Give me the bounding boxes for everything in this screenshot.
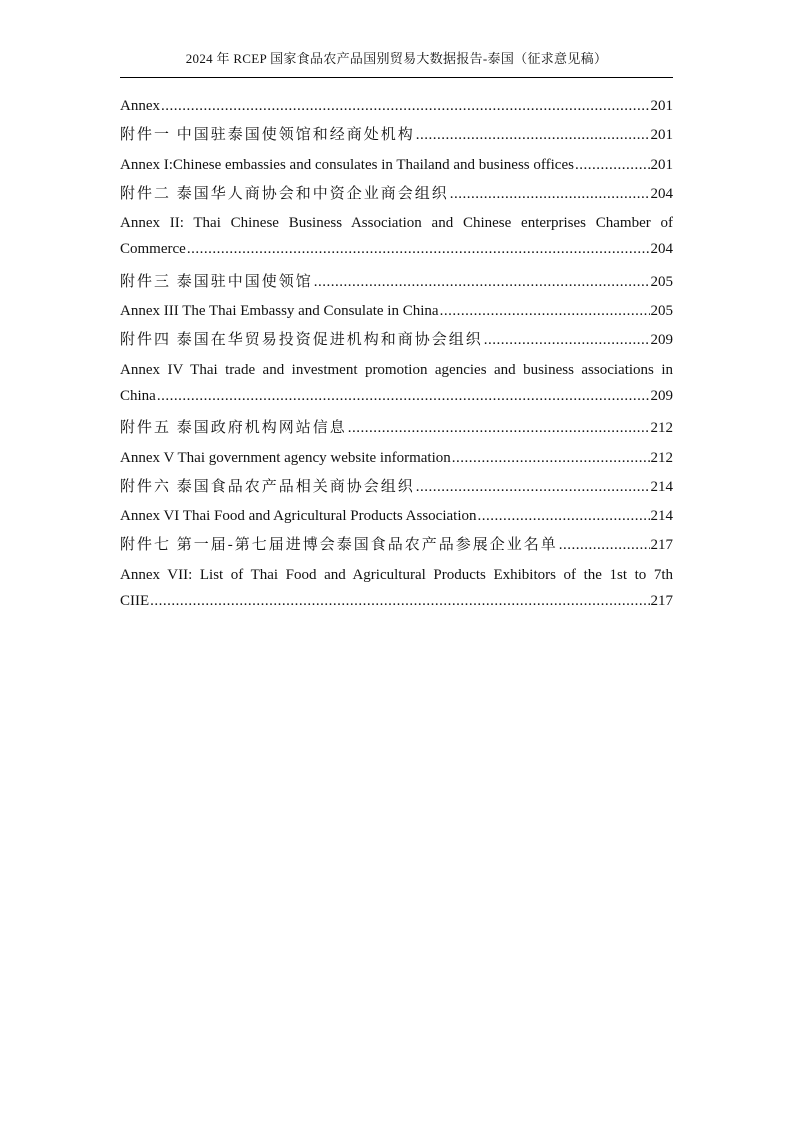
toc-page-number: 212 (650, 449, 673, 466)
dot-leader (416, 121, 650, 150)
toc-entry-text-line1: Annex II: Thai Chinese Business Association and Chinese enterprises Chamber of (120, 215, 673, 232)
toc-entry-text-line2: China (120, 387, 156, 404)
toc-entry-text: Annex III The Thai Embassy and Consulate in China (120, 303, 439, 320)
toc-entry-annex-5-zh[interactable] (120, 414, 673, 443)
toc-entry-annex-1-zh[interactable] (120, 121, 673, 150)
dot-leader (157, 383, 650, 410)
toc-entry-annex-7-en[interactable] (120, 561, 673, 620)
toc-entry-annex-3-zh[interactable] (120, 268, 673, 297)
dot-leader (484, 326, 650, 355)
toc-page-number: 201 (650, 98, 673, 114)
toc-page-number: 217 (650, 593, 673, 610)
toc-entry-text: 附件一 中国驻泰国使领馆和经商处机构 (120, 127, 415, 144)
page-header: 2024 年 RCEP 国家食品农产品国别贸易大数据报告-泰国（征求意见稿） (185, 51, 608, 66)
toc-entry-annex-4-en[interactable] (120, 356, 673, 415)
toc-entry-text: 附件六 泰国食品农产品相关商协会组织 (120, 478, 415, 495)
toc-entry-annex-2-zh[interactable] (120, 180, 673, 209)
toc-entry-text: Annex VI Thai Food and Agricultural Products Association (120, 508, 477, 525)
toc-page-number: 204 (650, 185, 673, 202)
toc-entry-annex-5-en[interactable] (120, 444, 673, 473)
toc-entry-text-line2: CIIE (120, 593, 150, 610)
dot-leader (478, 502, 650, 531)
toc-entry-annex-6-en[interactable] (120, 502, 673, 531)
toc-entry-annex-6-zh[interactable] (120, 473, 673, 502)
toc-entry-text: 附件二 泰国华人商协会和中资企业商会组织 (120, 185, 449, 202)
dot-leader (452, 444, 650, 473)
toc-entry-annex-7-zh[interactable] (120, 531, 673, 560)
toc-page-number: 214 (650, 508, 673, 525)
header-divider (120, 77, 673, 78)
toc-entry-annex-2-en[interactable] (120, 209, 673, 268)
toc-page-number: 214 (650, 478, 673, 495)
toc-page-number: 205 (650, 303, 673, 320)
toc-entry-text: Annex V Thai government agency website information (120, 449, 451, 466)
toc-page-number: 209 (650, 332, 673, 349)
dot-leader (348, 414, 650, 443)
toc-entry-text: 附件五 泰国政府机构网站信息 (120, 420, 347, 437)
toc-entry-text: 附件三 泰国驻中国使领馆 (120, 273, 313, 290)
dot-leader (150, 588, 649, 615)
dot-leader (314, 268, 650, 297)
toc-page-number: 217 (650, 537, 673, 554)
dot-leader (575, 151, 650, 180)
toc-page-number: 205 (650, 273, 673, 290)
dot-leader (440, 297, 650, 326)
dot-leader (450, 180, 650, 209)
dot-leader (559, 531, 650, 560)
toc-entry-annex-3-en[interactable] (120, 297, 673, 326)
toc-entry-text: Annex (120, 98, 160, 114)
toc-page-number: 201 (650, 127, 673, 144)
table-of-contents (120, 92, 673, 619)
toc-page-number: 201 (650, 156, 673, 173)
toc-entry-text-line1: Annex VII: List of Thai Food and Agricultural Products Exhibitors of the 1st to 7th (120, 566, 673, 583)
dot-leader (187, 236, 650, 263)
toc-entry-text: Annex I:Chinese embassies and consulates in Thailand and business offices (120, 156, 574, 173)
toc-page-number: 209 (650, 387, 673, 404)
toc-entry-annex-1-en[interactable] (120, 151, 673, 180)
toc-entry-annex[interactable] (120, 92, 673, 121)
toc-page-number: 204 (650, 241, 673, 258)
toc-page-number: 212 (650, 420, 673, 437)
toc-entry-text-line1: Annex IV Thai trade and investment promotion agencies and business associations in (120, 361, 673, 378)
dot-leader (161, 92, 650, 121)
toc-entry-text: 附件四 泰国在华贸易投资促进机构和商协会组织 (120, 332, 483, 349)
toc-entry-text-line2: Commerce (120, 241, 186, 258)
toc-entry-annex-4-zh[interactable] (120, 326, 673, 355)
toc-entry-text: 附件七 第一届-第七届进博会泰国食品农产品参展企业名单 (120, 537, 558, 554)
dot-leader (416, 473, 650, 502)
